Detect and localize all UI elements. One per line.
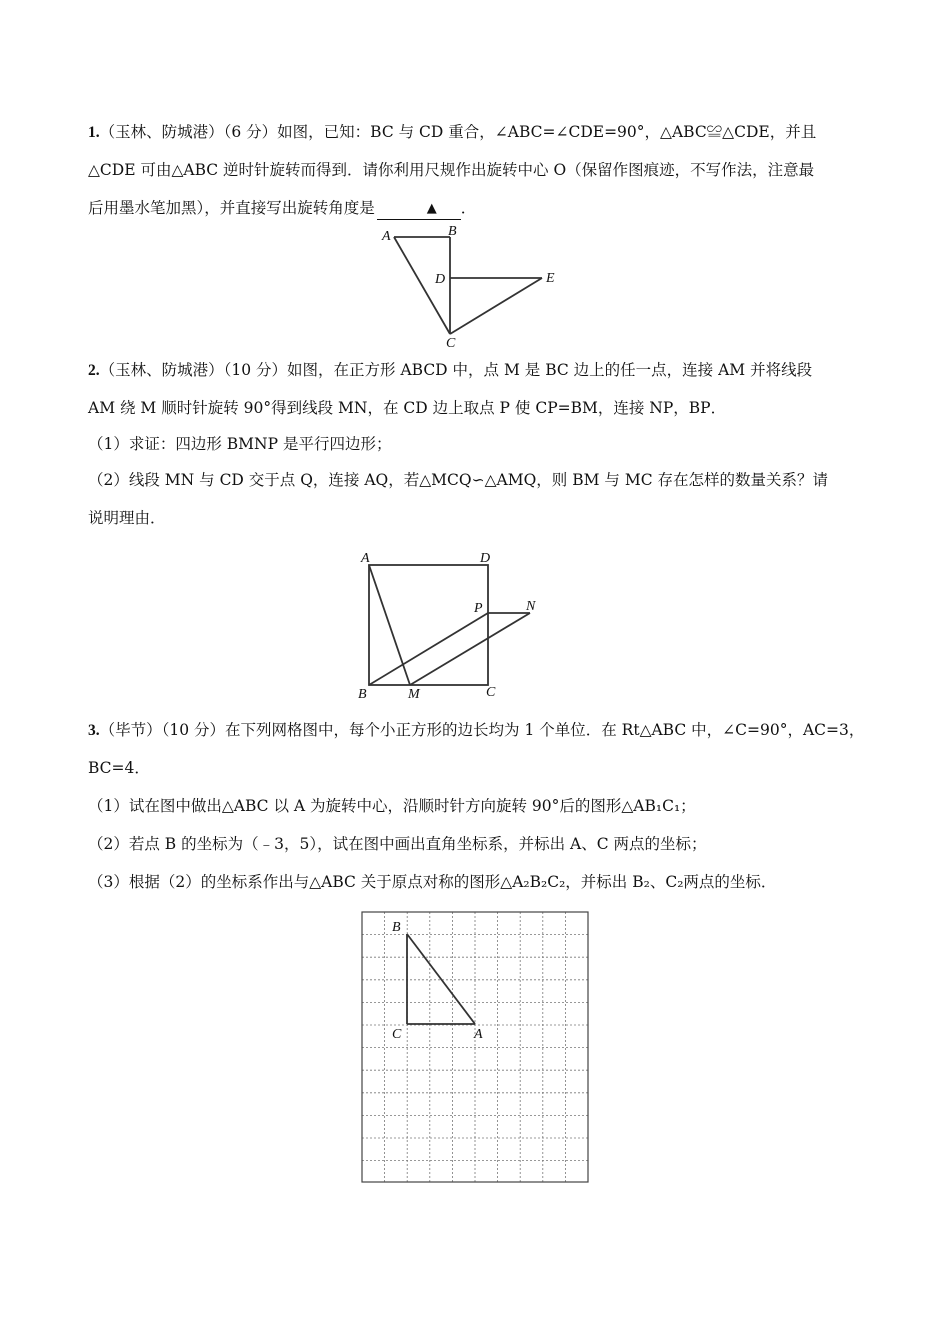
- q3-number: 3.: [88, 722, 100, 739]
- q2-line-1: [88, 360, 812, 381]
- q1-line-3: [88, 198, 476, 221]
- q3-grid-lines: [362, 912, 588, 1182]
- q3-grid-figure: [360, 910, 590, 1184]
- q3-text-1: （毕节）（10 分）在下列网格图中，每个小正方形的边长均为 1 个单位．在 Rt△ABC 中，∠C=90°，AC=3，: [99, 721, 865, 739]
- q1-figure: [370, 222, 580, 351]
- q2-text-1: （玉林、防城港）（10 分）如图，在正方形 ABCD 中，点 M 是 BC 边上的任一点，连接 AM 并将线段: [99, 361, 813, 379]
- q2-number: 2.: [88, 362, 100, 379]
- q1-label-e: E: [546, 271, 555, 286]
- q3-part-3: （3）根据（2）的坐标系作出与△ABC 关于原点对称的图形△A₂B₂C₂，并标出 B₂、C₂两点的坐标．: [88, 873, 777, 891]
- q1-blank-mark: ▲: [426, 201, 437, 216]
- q2-label-p: P: [474, 601, 483, 616]
- q2-label-d: D: [480, 551, 491, 566]
- q2-square-abcd: [369, 565, 488, 685]
- q1-label-c: C: [446, 336, 456, 351]
- q1-line-2: △CDE 可由△ABC 逆时针旋转而得到．请你利用尺规作出旋转中心 O（保留作图痕迹，不写作法，注意最: [88, 161, 815, 179]
- q1-label-d: D: [435, 272, 446, 287]
- q2-segment-am: [369, 565, 410, 685]
- q3-line-1: [88, 720, 864, 741]
- q1-label-a: A: [382, 229, 391, 244]
- q2-figure: [350, 548, 550, 704]
- q1-text-3: 后用墨水笔加黑），并直接写出旋转角度是: [88, 199, 375, 217]
- q2-label-a: A: [361, 551, 370, 566]
- q3-line-2: BC=4．: [88, 759, 150, 777]
- q3-label-a: A: [474, 1027, 483, 1042]
- q3-label-b: B: [392, 920, 401, 935]
- q1-text-3-end: ．: [460, 199, 477, 217]
- q1-answer-blank[interactable]: [377, 197, 461, 220]
- q1-text-1: （玉林、防城港）（6 分）如图，已知：BC 与 CD 重合，∠ABC=∠CDE=90°，△ABC≌△CDE，并且: [99, 123, 817, 141]
- q1-segment-ce: [450, 278, 542, 334]
- q3-segment-ab: [407, 934, 475, 1024]
- q2-part-2-line-1: （2）线段 MN 与 CD 交于点 Q，连接 AQ，若△MCQ∽△AMQ，则 BM 与 MC 存在怎样的数量关系？请: [88, 471, 828, 489]
- q2-part-1: （1）求证：四边形 BMNP 是平行四边形；: [88, 435, 392, 453]
- q2-line-2: AM 绕 M 顺时针旋转 90°得到线段 MN，在 CD 边上取点 P 使 CP=BM，连接 NP，BP．: [88, 399, 727, 417]
- q3-label-c: C: [392, 1027, 402, 1042]
- q1-label-b: B: [448, 224, 457, 239]
- q2-label-m: M: [408, 687, 420, 702]
- q2-label-c: C: [486, 685, 496, 700]
- q1-number: 1.: [88, 124, 100, 141]
- q2-part-2-line-2: 说明理由．: [88, 509, 166, 527]
- q2-label-n: N: [526, 599, 536, 614]
- q2-label-b: B: [358, 687, 367, 702]
- q1-line-1: [88, 122, 816, 143]
- q3-part-1: （1）试在图中做出△ABC 以 A 为旋转中心，沿顺时针方向旋转 90°后的图形△AB₁C₁；: [88, 797, 696, 815]
- q3-part-2: （2）若点 B 的坐标为（﹣3，5），试在图中画出直角坐标系，并标出 A、C 两点的坐标；: [88, 835, 707, 853]
